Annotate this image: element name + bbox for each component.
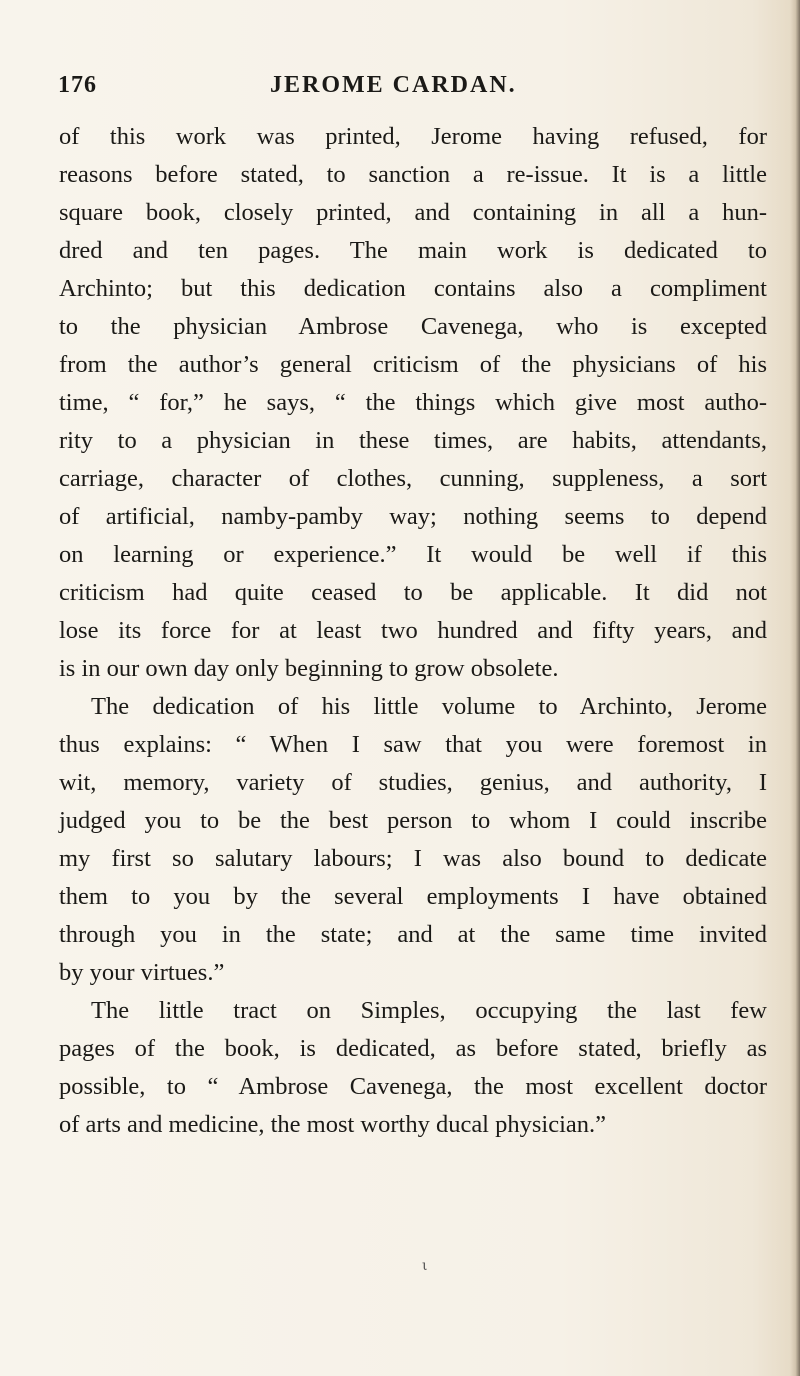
running-head: JEROME CARDAN. <box>270 72 517 98</box>
text-line: square book, closely printed, and containing in all a hun- <box>59 199 767 226</box>
text-line: my first so salutary labours; I was also bound to dedicate <box>59 845 767 872</box>
text-line: reasons before stated, to sanction a re-issue. It is a little <box>59 161 767 188</box>
text-line: lose its force for at least two hundred and fifty years, and <box>59 617 767 644</box>
page-edge-shadow <box>790 0 800 1376</box>
text-line: of this work was printed, Jerome having refused, for <box>59 123 767 150</box>
text-line: pages of the book, is dedicated, as before stated, briefly as <box>59 1035 767 1062</box>
text-line: through you in the state; and at the same time invited <box>59 921 767 948</box>
footer-mark: ι <box>422 1258 428 1274</box>
text-line: wit, memory, variety of studies, genius, and authority, I <box>59 769 767 796</box>
text-line: Archinto; but this dedication contains also a compliment <box>59 275 767 302</box>
page-number: 176 <box>58 72 97 98</box>
text-line: possible, to “ Ambrose Cavenega, the most excellent doctor <box>59 1073 767 1100</box>
text-line: criticism had quite ceased to be applicable. It did not <box>59 579 767 606</box>
page-header <box>58 72 758 106</box>
text-line: thus explains: “ When I saw that you were foremost in <box>59 731 767 758</box>
text-line: dred and ten pages. The main work is dedicated to <box>59 237 767 264</box>
body-text <box>59 118 767 1144</box>
text-line: The dedication of his little volume to Archinto, Jerome <box>91 693 767 720</box>
text-line: of artificial, namby-pamby way; nothing seems to depend <box>59 503 767 530</box>
text-line: them to you by the several employments I have obtained <box>59 883 767 910</box>
text-line: carriage, character of clothes, cunning, suppleness, a sort <box>59 465 767 492</box>
text-line: on learning or experience.” It would be well if this <box>59 541 767 568</box>
text-line: judged you to be the best person to whom I could inscribe <box>59 807 767 834</box>
text-line: The little tract on Simples, occupying the last few <box>91 997 767 1024</box>
text-line: from the author’s general criticism of the physicians of his <box>59 351 767 378</box>
text-line: by your virtues.” <box>59 959 225 986</box>
text-line: of arts and medicine, the most worthy ducal physician.” <box>59 1111 607 1138</box>
text-line: is in our own day only beginning to grow obsolete. <box>59 655 559 682</box>
text-line: rity to a physician in these times, are habits, attendants, <box>59 427 767 454</box>
text-line: to the physician Ambrose Cavenega, who is excepted <box>59 313 767 340</box>
text-line: time, “ for,” he says, “ the things which give most autho- <box>59 389 767 416</box>
